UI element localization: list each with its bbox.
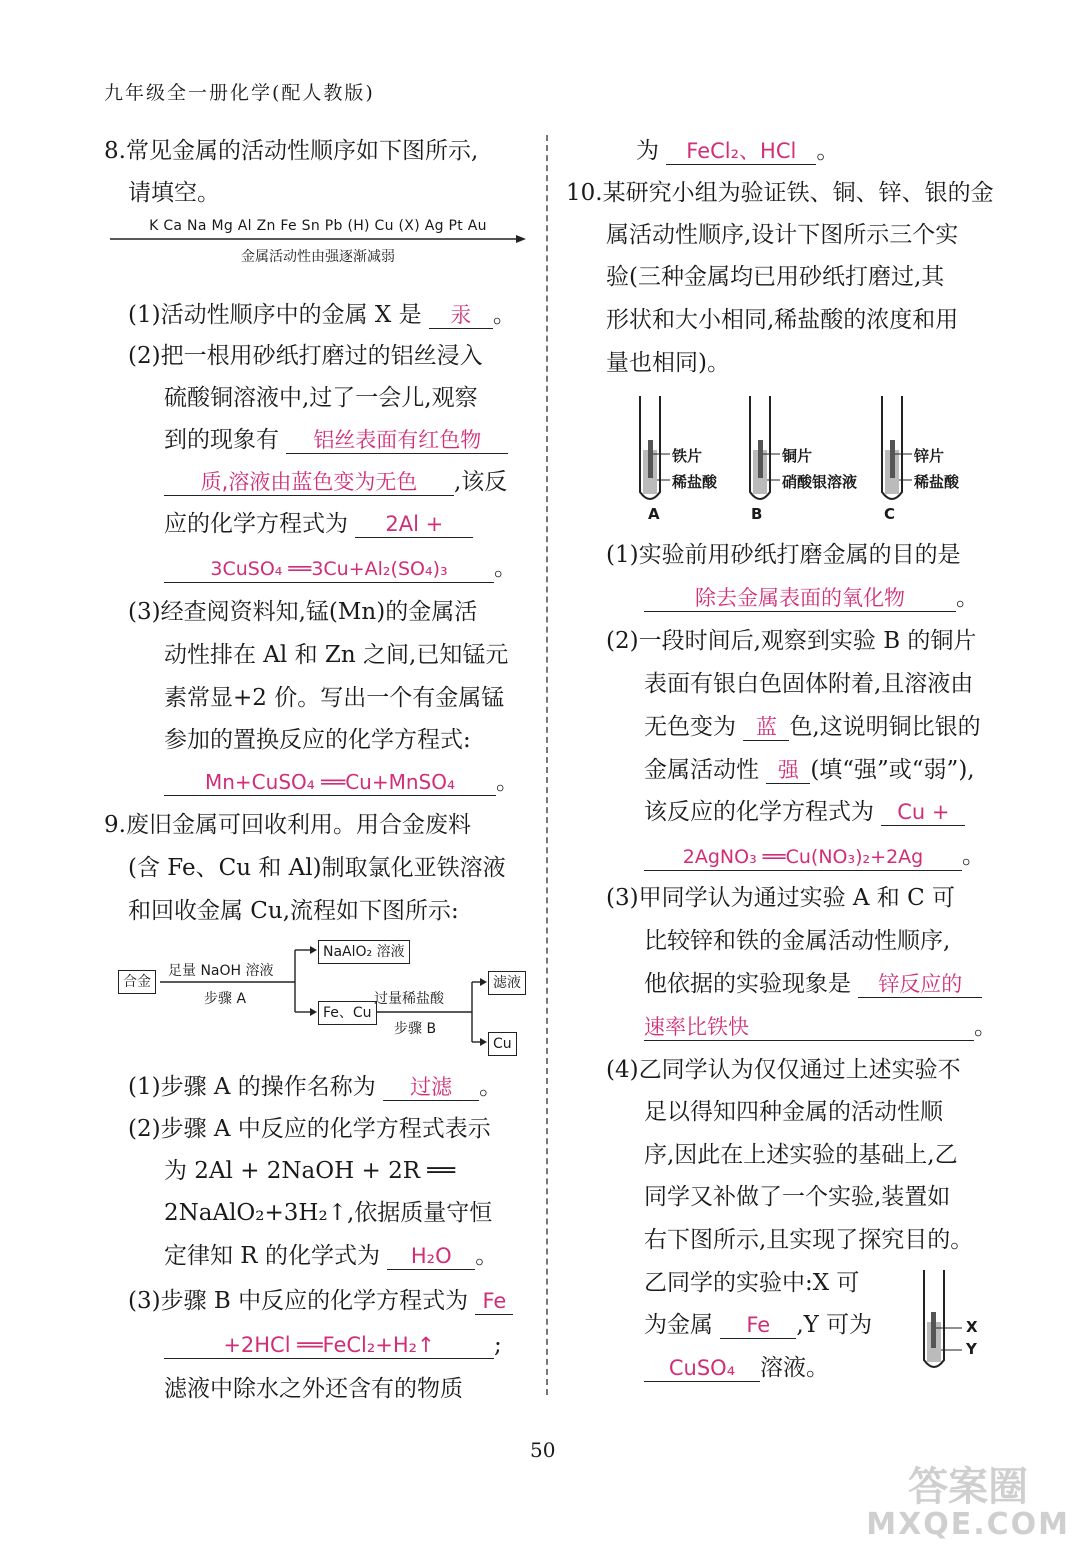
q10-p4-answer-x: Fe — [720, 1312, 796, 1339]
q10-p4-text7b: ,Y 可为 — [796, 1312, 873, 1338]
page-header: 九年级全一册化学(配人教版) — [104, 82, 375, 104]
q8-p2-line2: 硫酸铜溶液中,过了一会儿,观察 — [164, 385, 478, 411]
q8-p3-line4: 参加的置换反应的化学方程式: — [164, 727, 471, 753]
q8-p1 — [128, 300, 516, 330]
q9-p1 — [128, 1072, 502, 1102]
q10-p2-line3 — [644, 712, 981, 742]
q8-stem-line2: 请填空。 — [128, 180, 220, 206]
q8-p2-text4: ,该反 — [454, 469, 508, 495]
q10-p2-answer-c: Cu + — [881, 799, 965, 826]
q8-p2-line1: (2)把一根用砂纸打磨过的铝丝浸入 — [128, 343, 483, 369]
q10-p2-answer-b: 强 — [766, 757, 810, 784]
q10-p4-line5: 右下图所示,且实现了探究目的。 — [644, 1227, 974, 1253]
q10-stem-line2: 属活动性顺序,设计下图所示三个实 — [606, 222, 959, 248]
q8-p3-end: 。 — [496, 769, 519, 795]
q9-p3-line4 — [636, 136, 839, 166]
page-number: 50 — [530, 1438, 556, 1462]
q9-stem-line3: 和回收金属 Cu,流程如下图所示: — [128, 898, 459, 924]
q8-p2-line3 — [164, 425, 508, 455]
q9-p3-sep: ; — [494, 1332, 502, 1358]
column-divider — [546, 135, 548, 1395]
q10-p3-answer-b: 速率比铁快 — [644, 1014, 974, 1041]
q8-p3-line3: 素常显+2 价。写出一个有金属锰 — [164, 685, 505, 711]
q10-p4-end: 溶液。 — [760, 1355, 829, 1381]
q10-stem-line3: 验(三种金属均已用砂纸打磨过,其 — [606, 264, 945, 290]
tube-c-solution: 稀盐酸 — [914, 473, 960, 491]
q10-p4-answer-y: CuSO₄ — [644, 1355, 760, 1382]
tube-b-solution: 硝酸银溶液 — [782, 473, 858, 491]
flow-naalo2-box: NaAlO₂ 溶液 — [318, 940, 410, 964]
q9-p3-answer-a: Fe — [475, 1288, 513, 1315]
q10-p2-text3: 无色变为 — [644, 714, 736, 740]
q9-p1-end: 。 — [479, 1074, 503, 1100]
q9-p3-line1 — [128, 1286, 513, 1316]
q9-p3-line3: 滤液中除水之外还含有的物质 — [164, 1376, 463, 1402]
q8-p2-answer-b: 质,溶液由蓝色变为无色 — [164, 469, 454, 496]
q8-p3-answer: Mn+CuSO₄ ══Cu+MnSO₄ — [164, 769, 496, 796]
q8-p2-line5 — [164, 509, 473, 539]
q9-p2-line4 — [164, 1241, 498, 1271]
q10-p2-line4 — [644, 755, 975, 785]
tube-a-metal: 铁片 — [672, 447, 703, 465]
q10-p2-line1: (2)一段时间后,观察到实验 B 的铜片 — [606, 628, 977, 654]
q9-p3-text4: 为 — [636, 138, 659, 164]
tube-a-label: A — [648, 505, 660, 523]
q8-p3-line5 — [164, 767, 519, 797]
q8-p2-line4 — [164, 467, 507, 497]
q8-p2-end: 。 — [494, 555, 517, 581]
q10-p2-end: 。 — [962, 843, 985, 869]
q10-tube-xy — [910, 1266, 970, 1376]
flow-reagent-b: 过量稀盐酸 — [374, 991, 444, 1007]
activity-series — [110, 218, 526, 266]
q9-p2-line1: (2)步骤 A 中反应的化学方程式表示 — [128, 1116, 491, 1142]
flow-reagent-a: 足量 NaOH 溶液 — [168, 963, 274, 979]
q10-p3-answer-a: 锌反应的 — [858, 971, 982, 998]
q10-stem-line5: 量也相同)。 — [606, 350, 730, 376]
q10-p3-line3 — [644, 969, 982, 999]
tube-c — [882, 396, 912, 499]
q8-p1-end: 。 — [492, 302, 516, 328]
watermark-logo — [866, 1464, 1070, 1544]
watermark-top: 答案圈 — [908, 1464, 1029, 1510]
tube-y-label: Y — [966, 1340, 977, 1358]
q9-p2-line3: 2NaAlO₂+3H₂↑,依据质量守恒 — [164, 1200, 493, 1226]
q10-p1-answer: 除去金属表面的氧化物 — [644, 585, 956, 612]
q9-p3-answer-c: FeCl₂、HCl — [666, 138, 816, 165]
q10-p4-line3: 序,因此在上述实验的基础上,乙 — [644, 1142, 958, 1168]
q8-p2-text5: 应的化学方程式为 — [164, 511, 348, 537]
q10-p3-line1: (3)甲同学认为通过实验 A 和 C 可 — [606, 885, 956, 911]
q10-p3-line2: 比较锌和铁的金属活动性顺序, — [644, 928, 951, 954]
q10-p3-text3: 他依据的实验现象是 — [644, 971, 851, 997]
q10-stem-line1: 10.某研究小组为验证铁、铜、锌、银的金 — [566, 180, 994, 206]
q10-p4-line1: (4)乙同学认为仅仅通过上述实验不 — [606, 1057, 961, 1083]
q9-p1-answer: 过滤 — [383, 1074, 479, 1101]
q8-p1-text: (1)活动性顺序中的金属 X 是 — [128, 302, 422, 328]
q10-p4-line8 — [644, 1353, 829, 1383]
q9-p3-line2 — [164, 1330, 502, 1360]
q8-p2-text3: 到的现象有 — [164, 427, 279, 453]
q10-p4-text7: 为金属 — [644, 1312, 713, 1338]
q9-stem-line2: (含 Fe、Cu 和 Al)制取氯化亚铁溶液 — [128, 855, 506, 881]
activity-series-arrow — [110, 234, 526, 244]
q10-p1-line1: (1)实验前用砂纸打磨金属的目的是 — [606, 542, 961, 568]
q9-p2-line2: 为 2Al + 2NaOH + 2R ══ — [164, 1158, 456, 1184]
activity-series-metals: K Ca Na Mg Al Zn Fe Sn Pb (H) Cu (X) Ag Pt Au — [149, 218, 487, 234]
q8-p2-answer-c: 2Al + — [355, 511, 473, 538]
q10-p1-line2 — [644, 583, 979, 613]
q9-p3-end: 。 — [816, 138, 840, 164]
q9-p3-answer-b: +2HCl ══FeCl₂+H₂↑ — [164, 1332, 494, 1359]
q10-p4-line4: 同学又补做了一个实验,装置如 — [644, 1184, 951, 1210]
flow-cu-box: Cu — [488, 1032, 517, 1056]
q10-p1-end: 。 — [956, 585, 979, 611]
q10-p2-line2: 表面有银白色固体附着,且溶液由 — [644, 671, 974, 697]
tube-c-label: C — [884, 505, 896, 523]
q8-p2-answer-d: 3CuSO₄ ══3Cu+Al₂(SO₄)₃ — [164, 556, 494, 583]
flow-step-b: 步骤 B — [394, 1021, 437, 1037]
q9-p3-text1: (3)步骤 B 中反应的化学方程式为 — [128, 1288, 469, 1314]
q10-p2-line6 — [644, 841, 985, 871]
q9-p2-text4: 定律知 R 的化学式为 — [164, 1243, 380, 1269]
tube-a — [640, 396, 670, 499]
q10-p2-answer-d: 2AgNO₃ ══Cu(NO₃)₂+2Ag — [644, 844, 962, 871]
q8-p1-answer: 汞 — [429, 302, 493, 329]
q10-p2-text3b: 色,这说明铜比银的 — [789, 714, 981, 740]
q10-p2-text4b: (填“强”或“弱”), — [810, 757, 975, 783]
q9-p2-end: 。 — [475, 1243, 499, 1269]
flow-alloy-box: 合金 — [118, 970, 156, 994]
tube-b-label: B — [751, 505, 763, 523]
q10-p3-end: 。 — [974, 1014, 997, 1040]
q8-p3-line1: (3)经查阅资料知,锰(Mn)的金属活 — [128, 599, 478, 625]
watermark-bottom: MXQE.COM — [866, 1507, 1070, 1542]
tube-b — [750, 396, 780, 499]
activity-series-caption: 金属活动性由强逐渐减弱 — [241, 249, 395, 265]
tube-c-metal: 锌片 — [914, 447, 945, 465]
q10-p2-text4: 金属活动性 — [644, 757, 759, 783]
q8-p2-answer-a: 铝丝表面有红色物 — [286, 427, 508, 454]
q9-p2-answer: H₂O — [387, 1243, 475, 1270]
q10-p4-line7 — [644, 1310, 872, 1340]
tube-x-label: X — [966, 1318, 978, 1336]
q10-p3-line4 — [644, 1012, 997, 1042]
q9-stem-line1: 9.废旧金属可回收利用。用合金废料 — [104, 812, 471, 838]
q10-p2-text5: 该反应的化学方程式为 — [644, 799, 874, 825]
tube-a-solution: 稀盐酸 — [672, 473, 718, 491]
q10-p2-line5 — [644, 797, 965, 827]
flow-filtrate-box: 滤液 — [488, 971, 526, 995]
q8-stem-line1: 8.常见金属的活动性顺序如下图所示, — [104, 138, 479, 164]
q9-p1-text: (1)步骤 A 的操作名称为 — [128, 1074, 376, 1100]
tube-b-metal: 铜片 — [782, 447, 813, 465]
flow-step-a: 步骤 A — [204, 991, 247, 1007]
q10-p2-answer-a: 蓝 — [743, 714, 789, 741]
q8-p3-line2: 动性排在 Al 和 Zn 之间,已知锰元 — [164, 642, 509, 668]
q10-stem-line4: 形状和大小相同,稀盐酸的浓度和用 — [606, 307, 959, 333]
flow-fecu-box: Fe、Cu — [318, 1001, 377, 1025]
q10-p4-line2: 足以得知四种金属的活动性顺 — [644, 1099, 943, 1125]
q8-p2-line6 — [164, 553, 517, 583]
q10-p4-line6: 乙同学的实验中:X 可 — [644, 1270, 860, 1296]
